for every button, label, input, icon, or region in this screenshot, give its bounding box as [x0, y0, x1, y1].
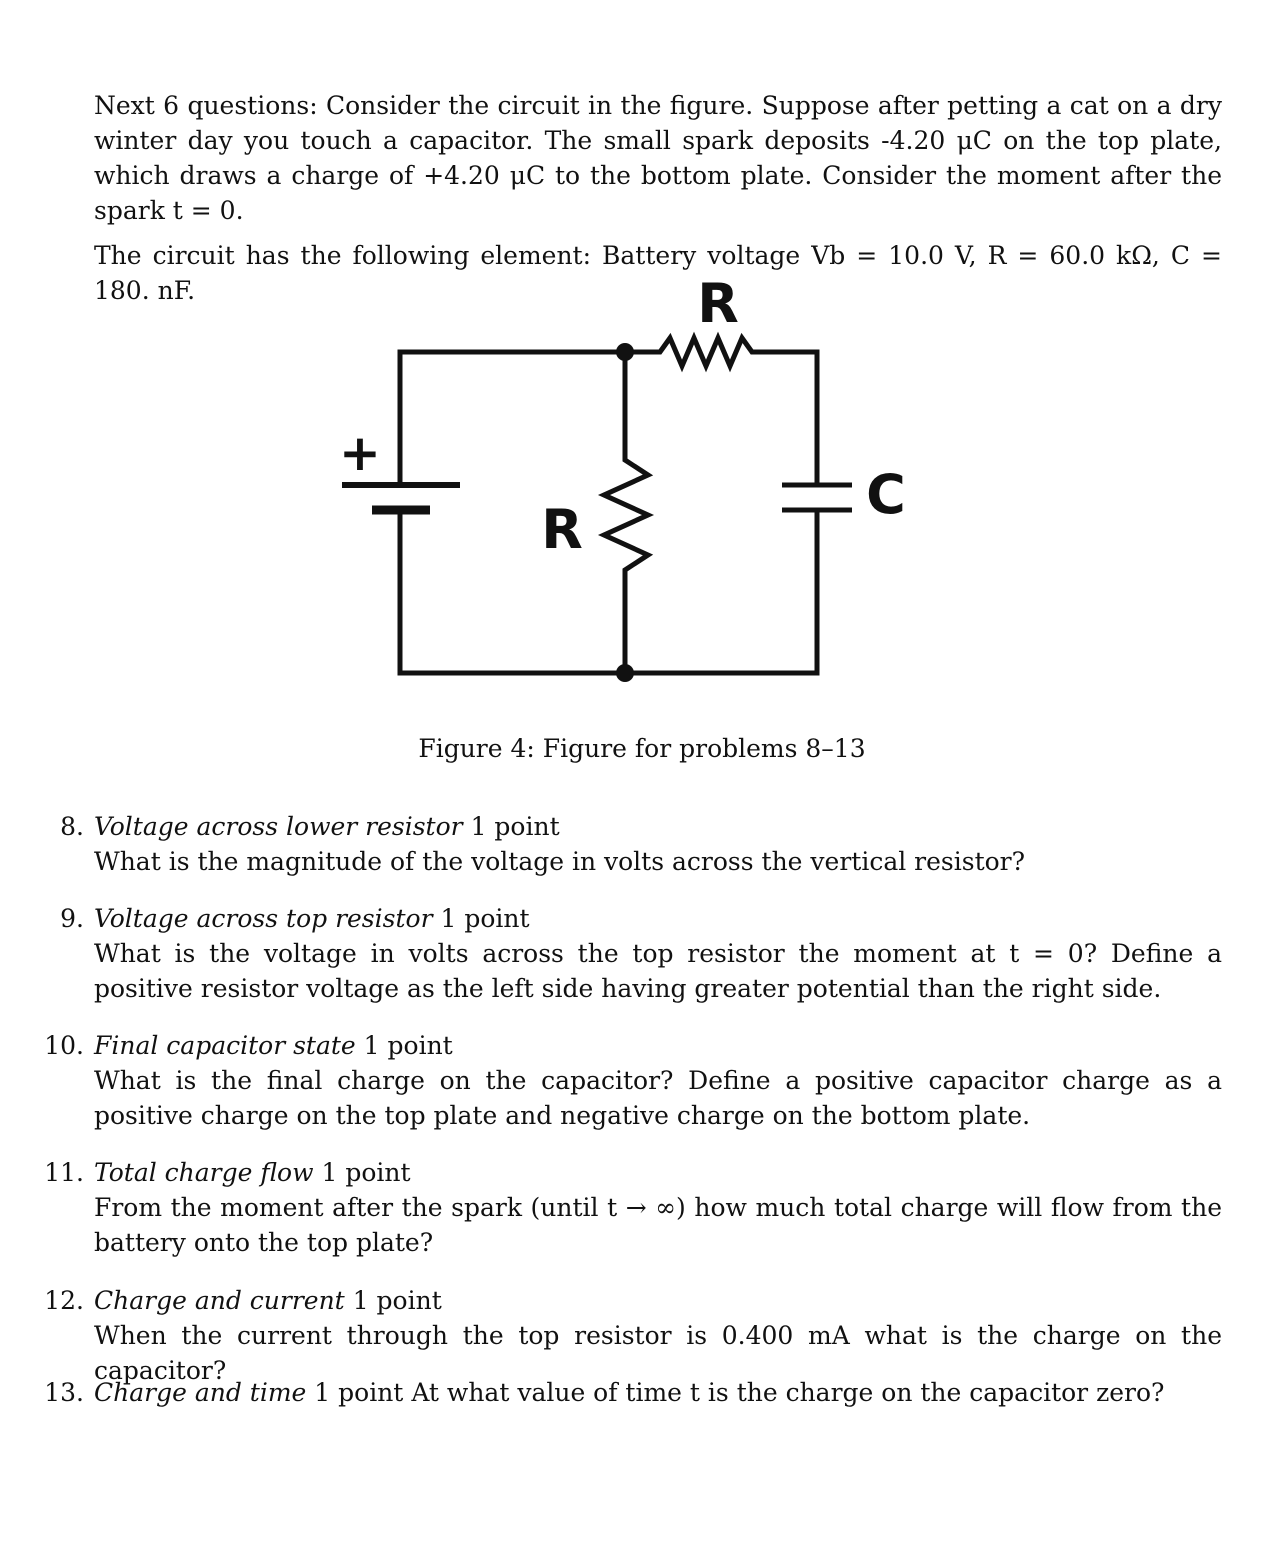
intro-paragraph-1: Next 6 questions: Consider the circuit in the figure. Suppose after petting a cat on a dry winter day you touch a capacitor. The small spark deposits -4.20 μC on the top plate, which draws a charge of +4.20 μC to the bottom plate. Consider the moment after the spark t = 0.	[94, 91, 1222, 225]
question-points: 1 point	[470, 812, 560, 841]
question-text: From the moment after the spark (until t → ∞) how much total charge will flow from the battery onto the top plate?	[94, 1193, 1222, 1257]
question-text: When the current through the top resistor is 0.400 mA what is the charge on the capacitor?	[94, 1321, 1222, 1385]
question-text: What is the final charge on the capacitor? Define a positive capacitor charge as a positive charge on the top plate and negative charge on the bottom plate.	[94, 1066, 1222, 1130]
question-number: 11.	[44, 1158, 84, 1187]
question-number: 12.	[44, 1286, 84, 1315]
question-number: 10.	[44, 1031, 84, 1060]
question-number: 8.	[60, 812, 84, 841]
question-13	[44, 1375, 1222, 1410]
question-title: Charge and current	[94, 1286, 345, 1315]
vertical-resistor-wire	[604, 352, 648, 673]
question-12	[44, 1283, 1222, 1388]
question-10	[44, 1028, 1222, 1133]
question-points: 1 point	[321, 1158, 411, 1187]
top-resistor-label: R	[697, 272, 739, 335]
top-junction-dot	[616, 343, 634, 361]
question-text: At what value of time t is the charge on the capacitor zero?	[411, 1378, 1165, 1407]
question-number: 9.	[60, 904, 84, 933]
question-text: What is the magnitude of the voltage in volts across the vertical resistor?	[94, 847, 1026, 876]
left-bottom-wire	[400, 513, 625, 673]
question-11	[44, 1155, 1222, 1260]
capacitor-label: C	[866, 463, 906, 526]
question-title: Voltage across lower resistor	[94, 812, 463, 841]
left-top-wire	[400, 352, 625, 485]
question-title: Final capacitor state	[94, 1031, 356, 1060]
top-resistor-wire	[625, 338, 817, 485]
question-points: 1 point	[314, 1378, 404, 1407]
intro-paragraph-2: The circuit has the following element: Battery voltage Vb = 10.0 V, R = 60.0 kΩ, C = 180. nF.	[94, 241, 1222, 305]
vertical-resistor-label: R	[541, 498, 583, 561]
question-title: Charge and time	[94, 1378, 307, 1407]
right-bottom-wire	[625, 510, 817, 673]
battery-plus-label: +	[339, 424, 381, 482]
figure-caption: Figure 4: Figure for problems 8–13	[418, 734, 866, 763]
question-number: 13.	[44, 1378, 84, 1407]
question-9	[60, 901, 1222, 1006]
circuit-diagram	[330, 270, 930, 700]
question-points: 1 point	[363, 1031, 453, 1060]
question-title: Voltage across top resistor	[94, 904, 433, 933]
question-text: What is the voltage in volts across the top resistor the moment at t = 0? Define a positive resistor voltage as the left side having greater potential than the right side.	[94, 939, 1222, 1003]
circuit-figure	[330, 270, 930, 700]
question-points: 1 point	[352, 1286, 442, 1315]
question-title: Total charge flow	[94, 1158, 314, 1187]
bottom-junction-dot	[616, 664, 634, 682]
question-8	[60, 809, 1222, 879]
question-points: 1 point	[440, 904, 530, 933]
